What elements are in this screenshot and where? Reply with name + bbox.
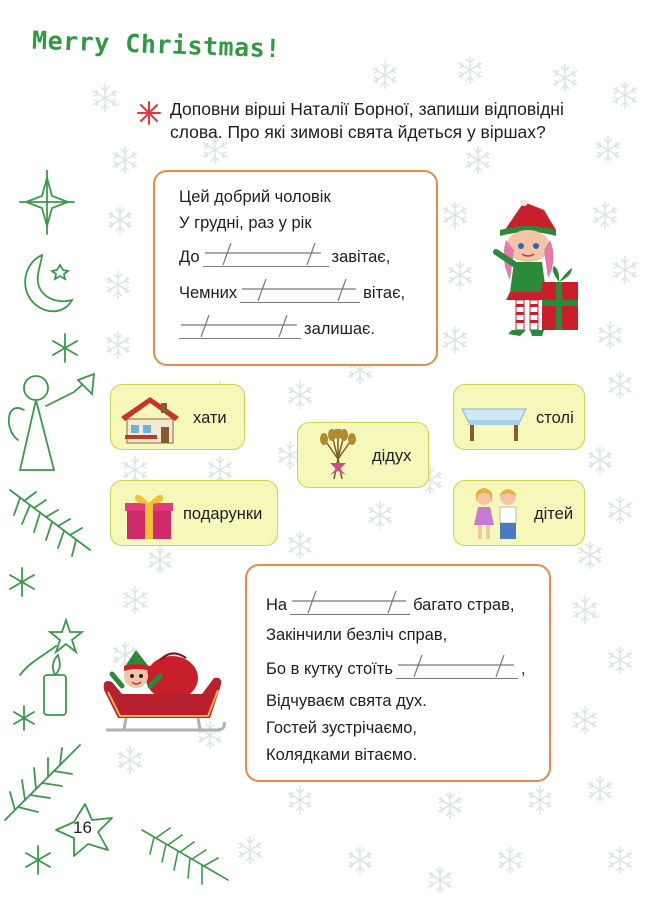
answer-blank-2[interactable] bbox=[240, 285, 360, 303]
word-card-didukh[interactable] bbox=[297, 422, 429, 488]
table-icon bbox=[458, 393, 530, 443]
children-icon bbox=[468, 485, 524, 543]
poem-box-1 bbox=[153, 170, 438, 366]
poem2-line6: Колядками вітаємо. bbox=[266, 746, 418, 764]
page-title: Merry Christmas! bbox=[31, 25, 282, 64]
poem1-line1: Цей добрий чоловік bbox=[179, 188, 331, 206]
word-card-podarunky[interactable] bbox=[110, 480, 278, 546]
didukh-icon bbox=[314, 429, 362, 483]
sleigh-with-elf-illustration bbox=[98, 638, 228, 748]
page-number: 16 bbox=[73, 818, 92, 837]
poem2-line3-end: , bbox=[520, 660, 526, 678]
poem2-line1-start: На bbox=[266, 596, 288, 614]
word-card-stoli[interactable] bbox=[453, 384, 585, 450]
answer-blank-4[interactable] bbox=[290, 597, 410, 615]
word-card-label: дідух bbox=[372, 447, 412, 465]
poem2-line2: Закінчили безліч справ, bbox=[266, 626, 448, 644]
poem1-line5 bbox=[179, 320, 375, 339]
poem2-line1-end: багато страв, bbox=[413, 596, 515, 614]
word-card-label: дітей bbox=[534, 505, 574, 523]
poem1-line4 bbox=[179, 284, 405, 303]
poem1-line3-end: завітає, bbox=[331, 248, 391, 266]
poem2-line1 bbox=[266, 596, 514, 615]
word-card-ditey[interactable] bbox=[453, 480, 585, 546]
word-card-label: хати bbox=[193, 409, 227, 427]
poem-box-2 bbox=[245, 564, 551, 782]
answer-blank-3[interactable] bbox=[179, 321, 301, 339]
answer-blank-1[interactable] bbox=[203, 249, 329, 267]
poem2-line5: Гостей зустрічаємо, bbox=[266, 719, 417, 737]
answer-blank-5[interactable] bbox=[396, 661, 518, 679]
task-instruction: Доповни вірші Наталії Борної, запиши відповідні слова. Про які зимові свята йдеться у віршах? bbox=[170, 99, 564, 142]
gift-icon bbox=[121, 487, 177, 543]
asterisk-star-icon bbox=[136, 100, 162, 126]
word-card-label: столі bbox=[536, 409, 574, 427]
word-card-label: подарунки bbox=[183, 505, 263, 523]
elf-illustration bbox=[484, 200, 584, 340]
poem1-line3-start: До bbox=[179, 248, 200, 266]
christmas-decoration-drawings bbox=[0, 170, 100, 900]
poem1-line3 bbox=[179, 248, 390, 267]
poem1-line5-end: залишає. bbox=[304, 320, 376, 338]
pine-branch-drawing bbox=[140, 820, 230, 890]
word-card-khaty[interactable] bbox=[110, 384, 245, 450]
poem1-line4-start: Чемних bbox=[179, 284, 238, 302]
house-icon bbox=[117, 391, 183, 447]
poem1-line2: У грудні, раз у рік bbox=[179, 214, 312, 232]
poem2-line4: Відчуваєм свята дух. bbox=[266, 692, 427, 710]
poem2-line3-start: Бо в кутку стоїть bbox=[266, 660, 393, 678]
poem1-line4-end: вітає, bbox=[363, 284, 406, 302]
poem2-line3 bbox=[266, 660, 526, 679]
